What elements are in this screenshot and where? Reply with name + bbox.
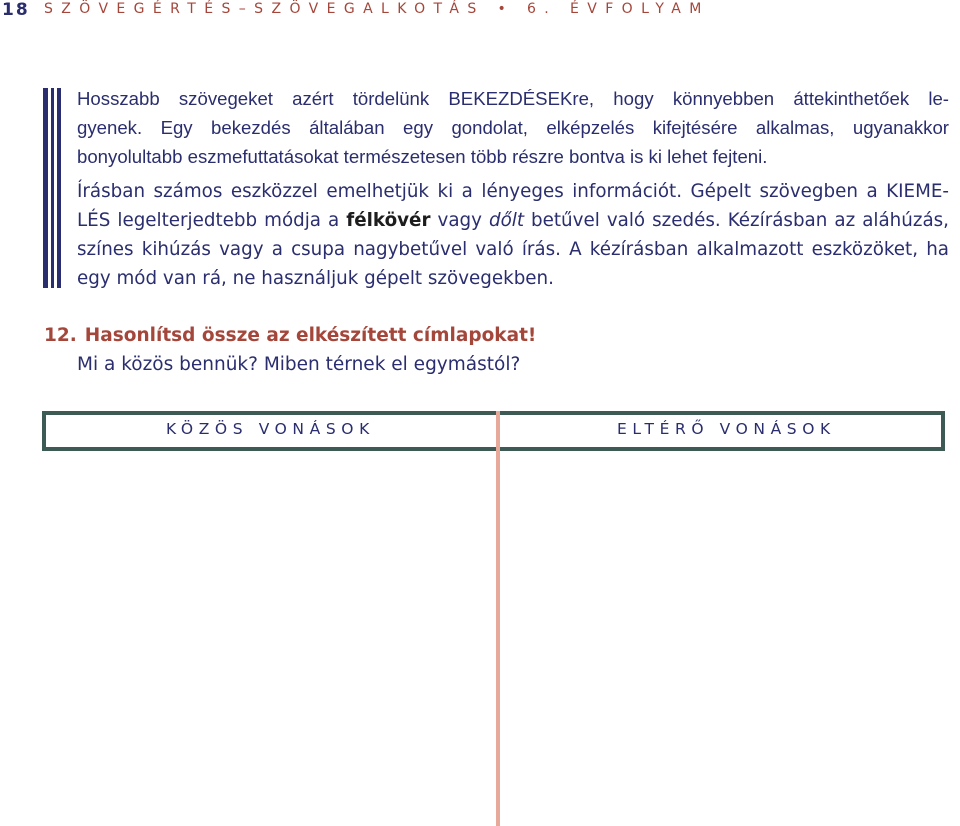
- paragraph-line-with-emphasis: [77, 206, 949, 235]
- paragraph-line: Írásban számos eszközzel emelhetjük ki a lényeges információt. Gépelt szövegben a KIEME-: [77, 181, 949, 202]
- italic-example-word: dőlt: [488, 210, 525, 231]
- task-title: Hasonlítsd össze az elkészített címlapokat!: [84, 325, 537, 346]
- text-run: vagy: [430, 210, 489, 231]
- task-12: [44, 321, 944, 379]
- paragraph-bekezdes: [77, 84, 949, 171]
- decorative-bar: [43, 88, 48, 288]
- bold-example-word: félkövér: [346, 210, 431, 231]
- paragraph-line: színes kihúzás vagy a csupa nagybetűvel való írás. A kézírásban alkalmazott eszközöket, ha: [77, 239, 949, 260]
- paragraph-line: Hosszabb szövegeket azért tördelünk BEKEZDÉSEKre, hogy könnyebben áttekinthetőek le-: [77, 88, 949, 109]
- paragraph-kiemeles: [77, 177, 949, 293]
- task-number: 12.: [44, 325, 77, 346]
- paragraph-line: bonyolultabb eszmefuttatásokat természetesen több részre bontva is ki lehet fejteni.: [77, 146, 768, 167]
- column-header-common: KÖZÖS VONÁSOK: [166, 420, 375, 438]
- decorative-bar: [57, 88, 61, 288]
- page-header: [0, 0, 960, 22]
- decorative-bars: [43, 88, 61, 288]
- page-number: 18: [2, 0, 30, 20]
- text-run: LÉS legelterjedtebb módja a: [77, 210, 347, 231]
- column-divider: [496, 411, 500, 826]
- paragraph-line: egy mód van rá, ne használjuk gépelt szövegekben.: [77, 268, 554, 289]
- paragraph-line: gyenek. Egy bekezdés általában egy gondolat, elképzelés kifejtésére alkalmas, ugyanakkor: [77, 117, 949, 138]
- column-header-different: ELTÉRŐ VONÁSOK: [617, 420, 836, 438]
- running-title: SZÖVEGÉRTÉS–SZÖVEGALKOTÁS • 6. ÉVFOLYAM: [44, 1, 710, 17]
- text-run: betűvel való szedés. Kézírásban az aláhúzás,: [524, 210, 949, 231]
- task-subtitle: Mi a közös bennük? Miben térnek el egymástól?: [77, 354, 521, 375]
- decorative-bar: [51, 88, 54, 288]
